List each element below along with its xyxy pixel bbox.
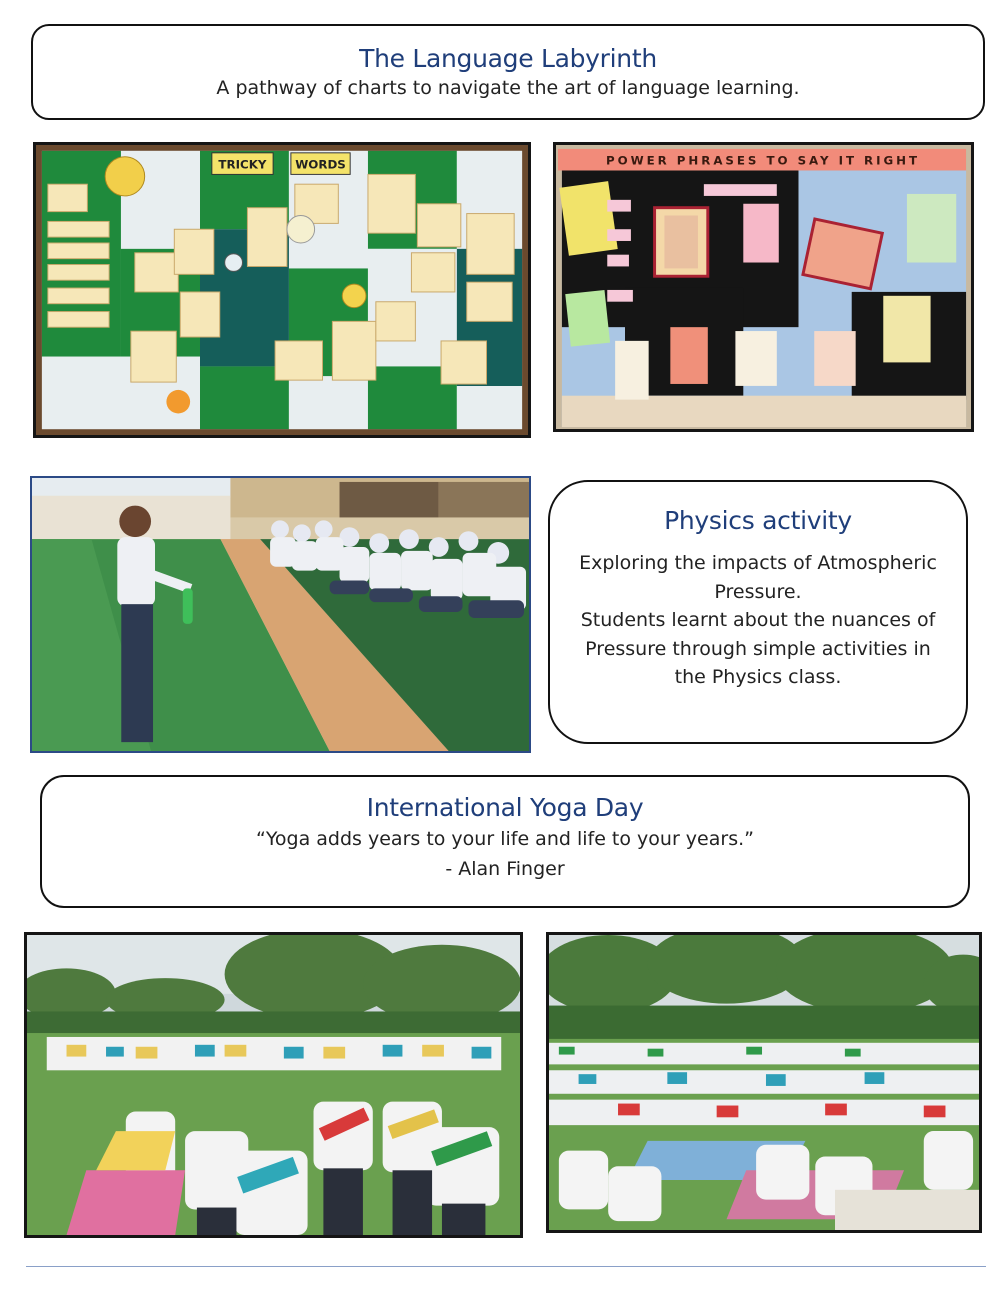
power-phrases-chart-photo: [553, 142, 974, 432]
physics-activity-photo: [30, 476, 531, 753]
physics-activity-description: [550, 549, 966, 692]
yoga-standing-photo: [24, 932, 523, 1238]
physics-line-1: Exploring the impacts of Atmospheric: [579, 552, 937, 574]
tricky-banner-text: TRICKY: [218, 157, 267, 172]
physics-line-2: Pressure.: [714, 580, 802, 603]
tricky-words-chart-photo: [33, 142, 531, 438]
physics-line-5: the Physics class.: [674, 666, 842, 688]
yoga-day-title: International Yoga Day: [366, 793, 644, 822]
yoga-day-quote: “Yoga adds years to your life and life to your years.”: [256, 828, 754, 850]
yoga-seated-photo: [546, 932, 982, 1233]
physics-line-3: Students learnt about the nuances of: [580, 609, 936, 631]
yoga-day-quote-author: - Alan Finger: [445, 858, 565, 880]
language-labyrinth-title: The Language Labyrinth: [359, 44, 657, 73]
physics-line-4: Pressure through simple activities in: [585, 637, 931, 660]
words-banner-text: WORDS: [295, 157, 346, 172]
footer-divider: [26, 1266, 986, 1267]
physics-activity-box: [548, 480, 968, 744]
power-phrases-banner-text: POWER PHRASES TO SAY IT RIGHT: [606, 153, 921, 168]
language-labyrinth-box: [31, 24, 985, 120]
physics-activity-title: Physics activity: [664, 506, 852, 535]
yoga-day-box: [40, 775, 970, 908]
language-labyrinth-subtitle: A pathway of charts to navigate the art of language learning.: [216, 77, 800, 99]
